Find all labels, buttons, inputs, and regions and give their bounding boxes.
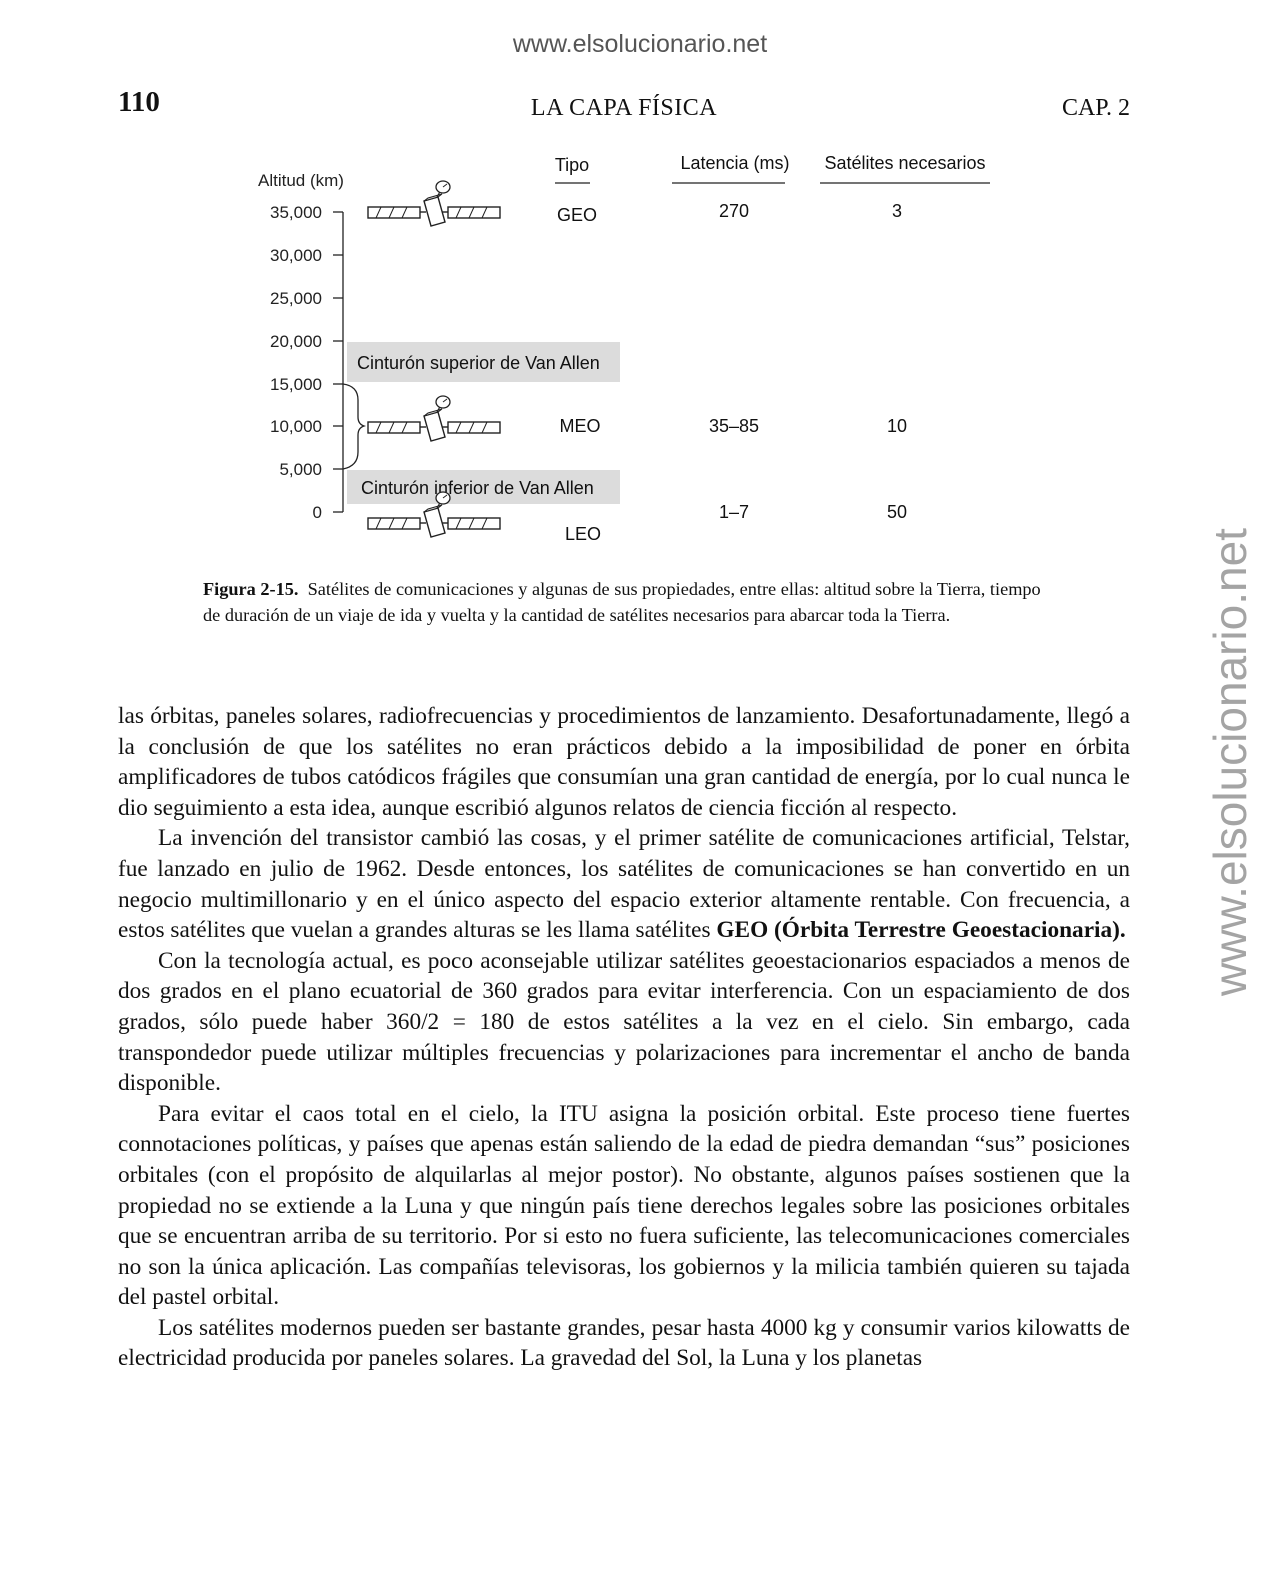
tick-label: 5,000 <box>279 460 322 479</box>
paragraph: Con la tecnología actual, es poco aconsejable utilizar satélites geoestacionarios espaciados a menos de dos grados en el plano ecuatorial de 360 grados para evitar interferencia. Con un espaciamiento de dos grados, sólo puede haber 360/2 = 180 de estos satélites a la vez en el cielo. Sin embargo, cada transpondedor puede utilizar múltiples frecuencias y polarizaciones para incrementar el ancho de banda disponible. <box>118 947 1130 1097</box>
caption-label: Figura 2-15. <box>203 579 299 599</box>
row-type: GEO <box>556 205 598 225</box>
row-satellites: 10 <box>886 416 908 436</box>
row-type: MEO <box>559 416 601 436</box>
axis-title: Altitud (km) <box>258 171 344 190</box>
running-title: LA CAPA FÍSICA <box>530 95 718 121</box>
upper-belt-label: Cinturón superior de Van Allen <box>357 353 600 373</box>
tick-label: 10,000 <box>270 417 322 436</box>
column-header-latency: Latencia (ms) <box>680 153 790 173</box>
paragraph-bold-term: GEO (Órbita Terrestre Geoestacionaria). <box>716 917 1126 944</box>
lower-belt-label: Cinturón inferior de Van Allen <box>361 478 594 498</box>
satellite-figure <box>200 140 1080 560</box>
column-header-type: Tipo <box>554 155 590 175</box>
row-latency: 35–85 <box>708 416 760 436</box>
tick-label: 35,000 <box>270 203 322 222</box>
paragraph: las órbitas, paneles solares, radiofrecuencias y procedimientos de lanzamiento. Desafortunadamente, llegó a la conclusión de que los satélites no eran prácticos debido a la imposibilidad de poner en órbita amplificadores de tubos catódicos frágiles que consumían una gran cantidad de energía, por lo cual nunca le dio seguimiento a esta idea, aunque escribió algunos relatos de ciencia ficción al respecto. <box>118 703 1130 821</box>
tick-label: 20,000 <box>270 332 322 351</box>
tick-label: 25,000 <box>270 289 322 308</box>
tick-label: 0 <box>312 503 322 522</box>
row-latency: 1–7 <box>718 502 750 522</box>
row-latency: 270 <box>718 201 750 221</box>
paragraph-text: La invención del transistor cambió las cosas, y el primer satélite de comunicaciones artificial, Telstar, fue lanzado en julio de 1962. Desde entonces, los satélites de comunicaciones se han convertido en un negocio multimillonario y en el único aspecto del espacio exterior altamente rentable. Con frecuencia, a estos satélites que vuelan a grandes alturas se les llama satélites <box>118 825 1130 944</box>
paragraph: Para evitar el caos total en el cielo, la ITU asigna la posición orbital. Este proceso tiene fuertes connotaciones políticas, y países que apenas están saliendo de la edad de piedra demandan “sus” posiciones orbitales (con el propósito de alquilarlas al mejor postor). No obstante, algunos países sostienen que la propiedad no se extiende a la Luna y que ningún país tiene derechos legales sobre las posiciones orbitales que se encuentran arriba de su territorio. Por si esto no fuera suficiente, las telecomunicaciones comerciales no son la única aplicación. Las compañías televisoras, los gobiernos y la milicia también quieren su tajada del pastel orbital. <box>118 1100 1130 1311</box>
row-type: LEO <box>564 524 602 544</box>
watermark-side: www.elsolucionario.net <box>1204 528 1256 996</box>
chapter-label: CAP. 2 <box>1061 95 1130 121</box>
column-header-satellites: Satélites necesarios <box>824 153 986 173</box>
page-number: 110 <box>118 86 160 118</box>
row-satellites: 3 <box>891 201 903 221</box>
watermark-top: www.elsolucionario.net <box>512 30 768 58</box>
tick-label: 15,000 <box>270 375 322 394</box>
satellite-diagram <box>200 140 1080 560</box>
satellite-geo-icon <box>368 181 500 226</box>
figure-caption <box>203 576 1043 628</box>
paragraph: Los satélites modernos pueden ser bastante grandes, pesar hasta 4000 kg y consumir varios kilowatts de electricidad producida por paneles solares. La gravedad del Sol, la Luna y los planetas <box>118 1314 1130 1372</box>
satellite-meo-icon <box>368 396 500 441</box>
caption-text: Satélites de comunicaciones y algunas de sus propiedades, entre ellas: altitud sobre la Tierra, tiempo de duración de un viaje de ida y vuelta y la cantidad de satélites necesarios para abarcar toda la Tierra. <box>203 579 1041 625</box>
tick-label: 30,000 <box>270 246 322 265</box>
meo-range-brace <box>343 384 364 469</box>
row-satellites: 50 <box>886 502 908 522</box>
body-text <box>118 701 1130 1374</box>
paragraph <box>118 823 1130 945</box>
